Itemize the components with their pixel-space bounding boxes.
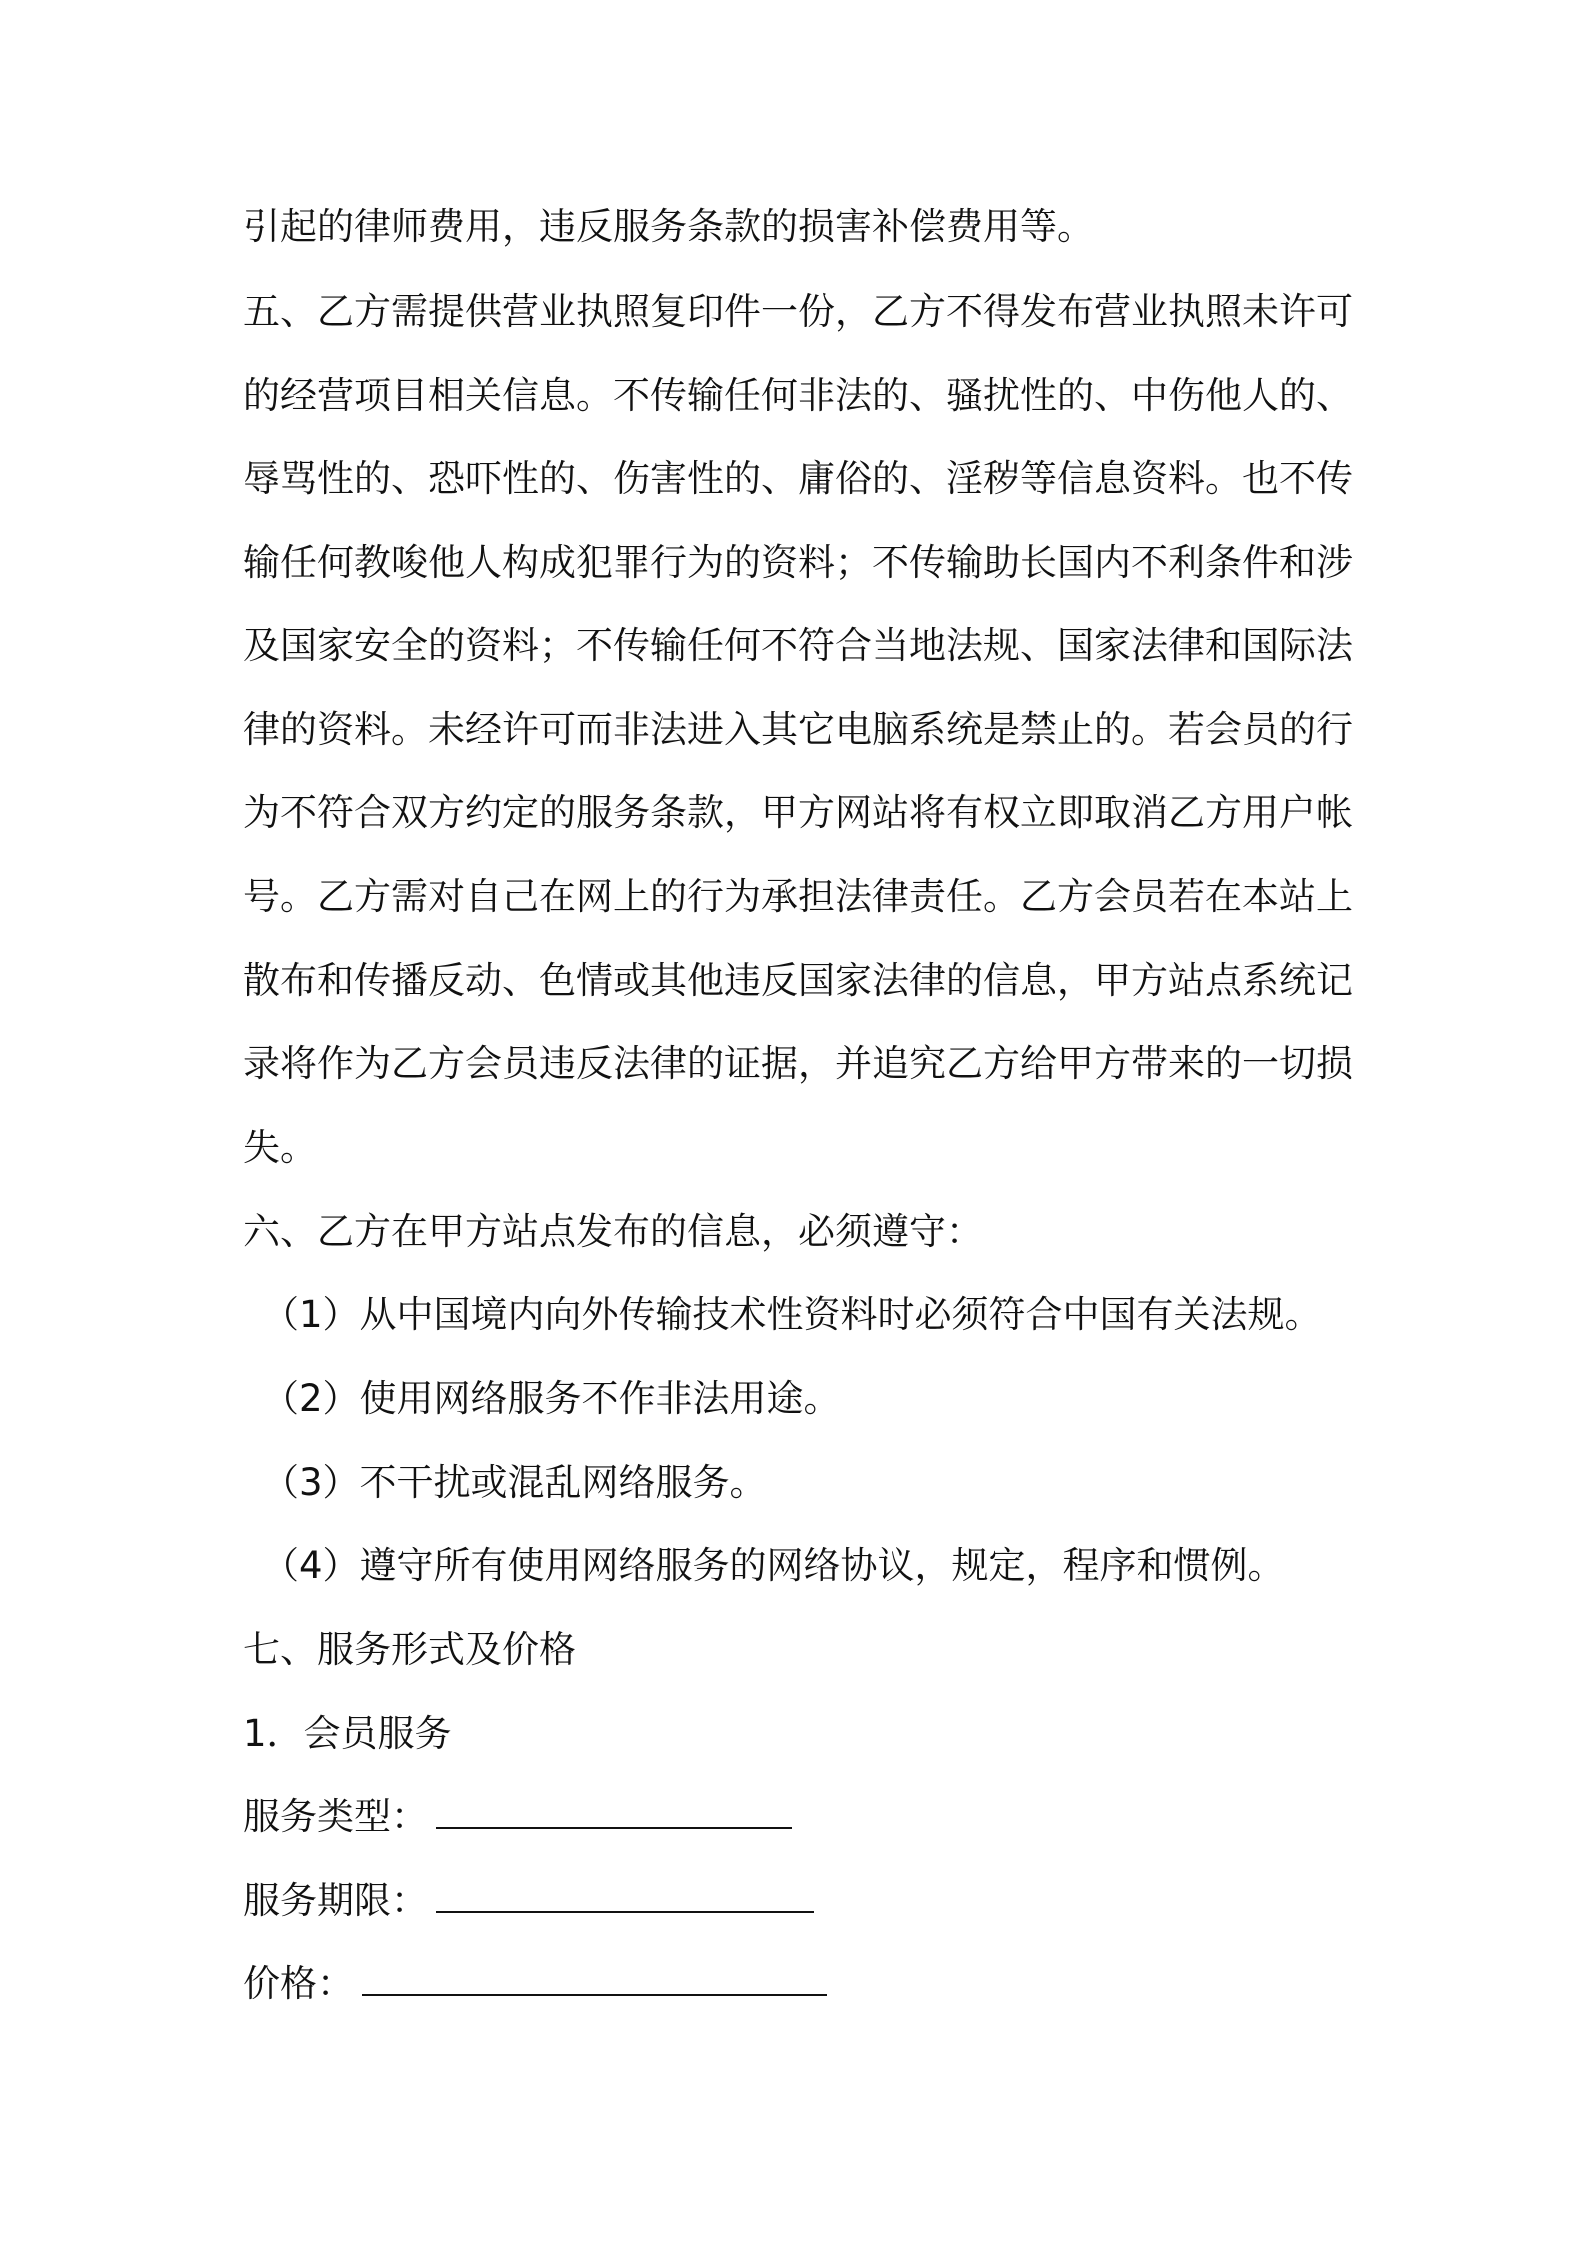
section-heading: 七、服务形式及价格 (243, 1628, 576, 1671)
paragraph-line: 散布和传播反动、色情或其他违反国家法律的信息，甲方站点系统记 (243, 959, 1353, 1002)
paragraph-line: 号。乙方需对自己在网上的行为承担法律责任。乙方会员若在本站上 (243, 875, 1353, 918)
price-blank[interactable] (362, 1964, 827, 1996)
service-type-field (243, 1793, 792, 1841)
paragraph-line: 的经营项目相关信息。不传输任何非法的、骚扰性的、中伤他人的、 (243, 374, 1353, 417)
service-type-label: 服务类型： (243, 1795, 428, 1838)
service-type-blank[interactable] (436, 1797, 792, 1829)
paragraph-line: 辱骂性的、恐吓性的、伤害性的、庸俗的、淫秽等信息资料。也不传 (243, 457, 1353, 500)
paragraph-line: 律的资料。未经许可而非法进入其它电脑系统是禁止的。若会员的行 (243, 708, 1353, 751)
service-period-label: 服务期限： (243, 1879, 428, 1922)
list-item: （1）从中国境内向外传输技术性资料时必须符合中国有关法规。 (262, 1293, 1322, 1336)
paragraph-line: 及国家安全的资料；不传输任何不符合当地法规、国家法律和国际法 (243, 624, 1353, 667)
price-label: 价格： (243, 1962, 354, 2005)
list-item: （2）使用网络服务不作非法用途。 (262, 1377, 841, 1420)
paragraph-line: 输任何教唆他人构成犯罪行为的资料；不传输助长国内不利条件和涉 (243, 541, 1353, 584)
paragraph-line: 录将作为乙方会员违反法律的证据，并追究乙方给甲方带来的一切损 (243, 1042, 1353, 1085)
subsection-heading: 1．会员服务 (243, 1712, 452, 1755)
paragraph-line: 引起的律师费用，违反服务条款的损害补偿费用等。 (243, 205, 1094, 248)
paragraph-line: 失。 (243, 1126, 317, 1169)
service-period-blank[interactable] (436, 1881, 814, 1913)
price-field (243, 1960, 827, 2008)
section-heading: 六、乙方在甲方站点发布的信息，必须遵守： (243, 1210, 983, 1253)
list-item: （4）遵守所有使用网络服务的网络协议，规定，程序和惯例。 (262, 1544, 1285, 1587)
list-item: （3）不干扰或混乱网络服务。 (262, 1461, 767, 1504)
paragraph-line: 为不符合双方约定的服务条款，甲方网站将有权立即取消乙方用户帐 (243, 791, 1353, 834)
service-period-field (243, 1877, 814, 1925)
paragraph-line: 五、乙方需提供营业执照复印件一份，乙方不得发布营业执照未许可 (243, 290, 1353, 333)
